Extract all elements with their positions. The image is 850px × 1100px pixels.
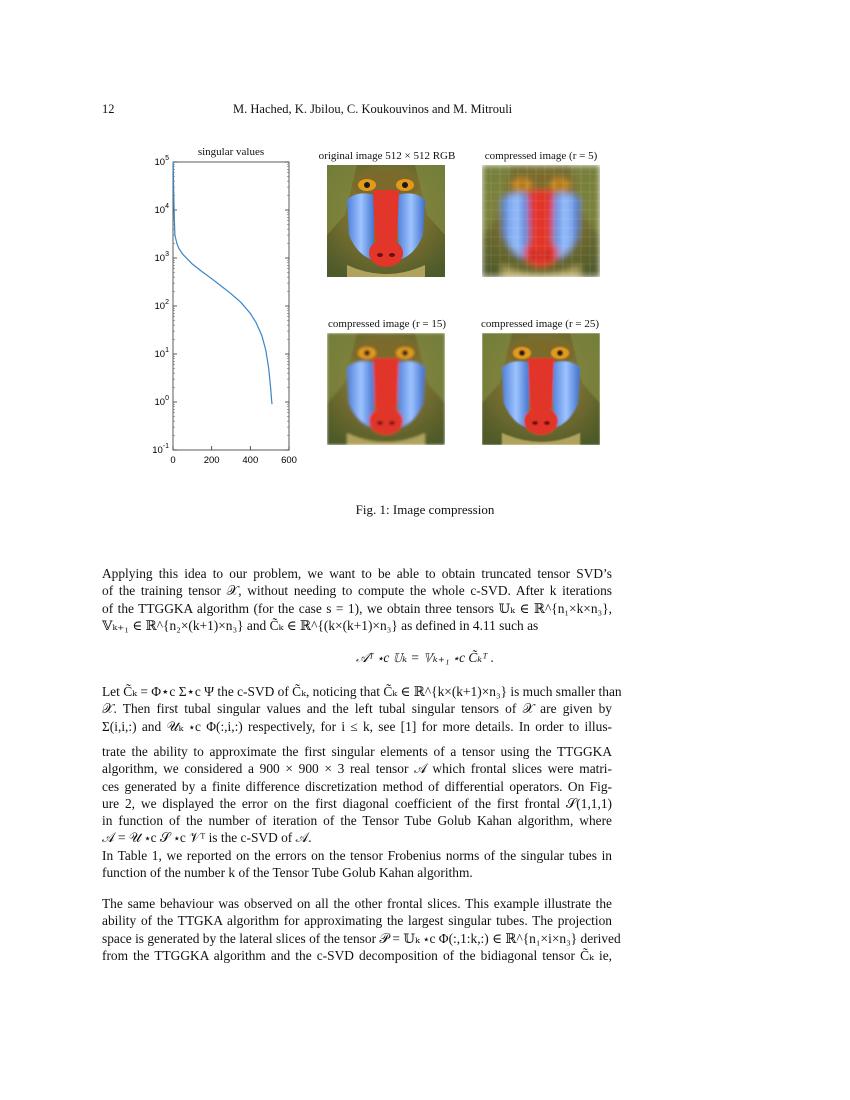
compressed-image-r15 xyxy=(327,333,445,445)
text-line: Σ(i,i,:) and 𝒰ₖ ⋆c Φ(:,i,:) respectively, for i ≤ k, see [1] for more details. In order to illus- xyxy=(102,718,612,734)
text-line: space is generated by the lateral slices of the tensor 𝒫 = 𝕌ₖ ⋆c Φ(:,1:k,:) ∈ ℝ^{n₁×i×n₃} derived xyxy=(102,930,621,946)
plot-frame xyxy=(173,162,289,450)
figure-caption: Fig. 1: Image compression xyxy=(355,502,495,517)
y-tick-label: $10^5$ xyxy=(154,155,169,168)
paragraph-4 xyxy=(102,847,612,882)
compressed-image-r25 xyxy=(482,333,600,445)
text-line: The same behaviour was observed on all the other frontal slices. This example illustrate the xyxy=(102,896,612,911)
x-tick-label: 400 xyxy=(242,455,259,466)
text-line: In Table 1, we reported on the errors on the tensor Frobenius norms of the singular tubes in xyxy=(102,848,612,863)
chart-frame xyxy=(173,162,289,450)
y-tick-label: $10^0$ xyxy=(154,395,169,408)
text-line: ability of the TTGKA algorithm for approximating the largest singular tubes. The projection xyxy=(102,913,612,929)
text-line: Applying this idea to our problem, we want to be able to obtain truncated tensor SVD’s xyxy=(102,566,612,581)
chart-title: singular values xyxy=(197,146,265,158)
text-line: trate the ability to approximate the first singular elements of a tensor using the TTGGKA xyxy=(102,744,612,759)
paragraph-5 xyxy=(102,895,621,964)
page-number: 12 xyxy=(102,102,115,116)
image-title-r5: compressed image (r = 5) xyxy=(484,150,598,162)
text-line: 𝒜 = 𝒰 ⋆c 𝒮 ⋆c 𝒱ᵀ is the c-SVD of 𝒜. xyxy=(102,830,312,846)
equation: 𝒜ᵀ ⋆c 𝕌ₖ = 𝕍ₖ₊₁ ⋆c C̃ₖᵀ . xyxy=(355,650,495,665)
y-tick-label: $10^{-1}$ xyxy=(152,443,169,456)
y-tick-label: $10^1$ xyxy=(154,347,169,360)
text-line: ces generated by a finite difference discretization method of differential operators. On Fig- xyxy=(102,778,612,794)
y-tick-label: $10^4$ xyxy=(154,203,169,216)
y-tick-label: $10^3$ xyxy=(154,251,169,264)
image-title-original: original image 512 × 512 RGB xyxy=(318,150,456,162)
chart-x-ticks xyxy=(170,446,297,466)
x-tick-label: 200 xyxy=(203,455,220,466)
text-line: in function of the number of iteration of the Tensor Tube Golub Kahan algorithm, where xyxy=(102,813,612,829)
image-title-r15: compressed image (r = 15) xyxy=(328,318,446,330)
text-line: 𝕍ₖ₊₁ ∈ ℝ^{n₂×(k+1)×n₃} and C̃ₖ ∈ ℝ^{(k×(k+1)×n₃} as defined in 4.11 such as xyxy=(102,617,539,633)
paragraph-2 xyxy=(102,683,622,735)
running-head: M. Hached, K. Jbilou, C. Koukouvinos and M. Mitrouli xyxy=(233,102,513,116)
singular-values-chart xyxy=(135,150,310,470)
paragraph-1 xyxy=(102,565,612,634)
text-line: algorithm, we considered a 900 × 900 × 3 real tensor 𝒜 which frontal slices were matri- xyxy=(102,761,612,777)
image-title-r25: compressed image (r = 25) xyxy=(481,318,599,330)
original-image xyxy=(327,165,445,277)
text-line: of the TTGGKA algorithm (for the case s = 1), we obtain three tensors 𝕌ₖ ∈ ℝ^{n₁×k×n₃}, xyxy=(102,600,612,616)
paragraph-3 xyxy=(102,743,612,847)
x-tick-label: 600 xyxy=(281,455,297,466)
text-line: ure 2, we displayed the error on the first diagonal coefficient of the first frontal 𝒮(1,1,1) xyxy=(102,795,612,811)
chart-series xyxy=(173,162,272,404)
y-tick-label: $10^2$ xyxy=(154,299,169,312)
text-line: of the training tensor 𝒳, without needing to compute the whole c-SVD. After k iterations xyxy=(102,583,612,599)
text-line: Let C̃ₖ = Φ⋆c Σ⋆c Ψ the c-SVD of C̃ₖ, noticing that C̃ₖ ∈ ℝ^{k×(k+1)×n₃} is much smaller than xyxy=(102,684,622,699)
singular-values-line xyxy=(173,162,272,404)
text-line: function of the number k of the Tensor Tube Golub Kahan algorithm. xyxy=(102,865,473,881)
text-line: 𝒳. Then first tubal singular values and the left tubal singular tensors of 𝒳 are given by xyxy=(102,701,612,717)
text-line: from the TTGGKA algorithm and the c-SVD decomposition of the bidiagonal tensor C̃ₖ ie, xyxy=(102,947,612,963)
compressed-image-r5 xyxy=(482,165,600,277)
x-tick-label: 0 xyxy=(170,455,176,466)
